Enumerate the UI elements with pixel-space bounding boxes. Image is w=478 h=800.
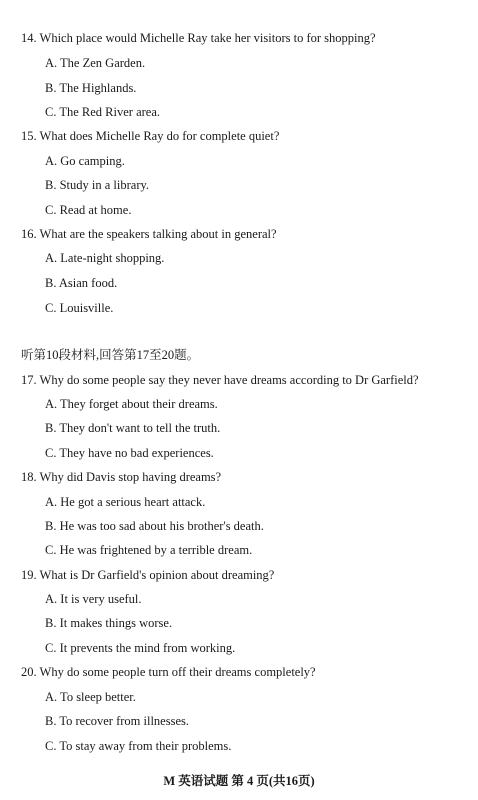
question-text: What is Dr Garfield's opinion about dreaming? [39,568,275,582]
option-15c: C. Read at home. [45,203,132,217]
section-heading: 听第10段材料,回答第17至20题。 [21,348,200,362]
option-18c: C. He was frightened by a terrible dream. [45,543,253,557]
option-15b: B. Study in a library. [45,178,150,192]
option-20b: B. To recover from illnesses. [45,714,190,728]
option-19a: A. It is very useful. [45,592,142,606]
option-16c: C. Louisville. [45,301,114,315]
option-18b: B. He was too sad about his brother's death. [45,519,264,533]
question-text: What does Michelle Ray do for complete quiet? [39,129,280,143]
option-14b: B. The Highlands. [45,81,137,95]
question-15 [21,128,279,144]
option-15a: A. Go camping. [45,154,125,168]
option-16b: B. Asian food. [45,276,118,290]
option-20c: C. To stay away from their problems. [45,739,232,753]
option-16a: A. Late-night shopping. [45,251,165,265]
question-text: What are the speakers talking about in general? [39,227,277,241]
question-20 [21,664,316,680]
option-20a: A. To sleep better. [45,690,136,704]
option-14c: C. The Red River area. [45,105,161,119]
question-number: 19. [21,568,37,582]
option-19c: C. It prevents the mind from working. [45,641,236,655]
option-18a: A. He got a serious heart attack. [45,495,206,509]
question-number: 15. [21,129,37,143]
question-number: 18. [21,470,37,484]
page-footer: M 英语试题 第 4 页(共16页) [163,774,315,788]
question-number: 20. [21,665,37,679]
option-17a: A. They forget about their dreams. [45,397,218,411]
question-18 [21,469,221,485]
question-text: Why do some people turn off their dreams completely? [39,665,316,679]
question-number: 16. [21,227,37,241]
question-16 [21,226,277,242]
question-text: Why did Davis stop having dreams? [39,470,222,484]
option-19b: B. It makes things worse. [45,616,173,630]
option-17b: B. They don't want to tell the truth. [45,421,221,435]
option-14a: A. The Zen Garden. [45,56,146,70]
question-number: 17. [21,373,37,387]
question-14 [21,30,376,46]
question-text: Why do some people say they never have dreams according to Dr Garfield? [39,373,419,387]
question-text: Which place would Michelle Ray take her visitors to for shopping? [39,31,376,45]
question-number: 14. [21,31,37,45]
option-17c: C. They have no bad experiences. [45,446,214,460]
question-17 [21,372,419,388]
question-19 [21,567,274,583]
